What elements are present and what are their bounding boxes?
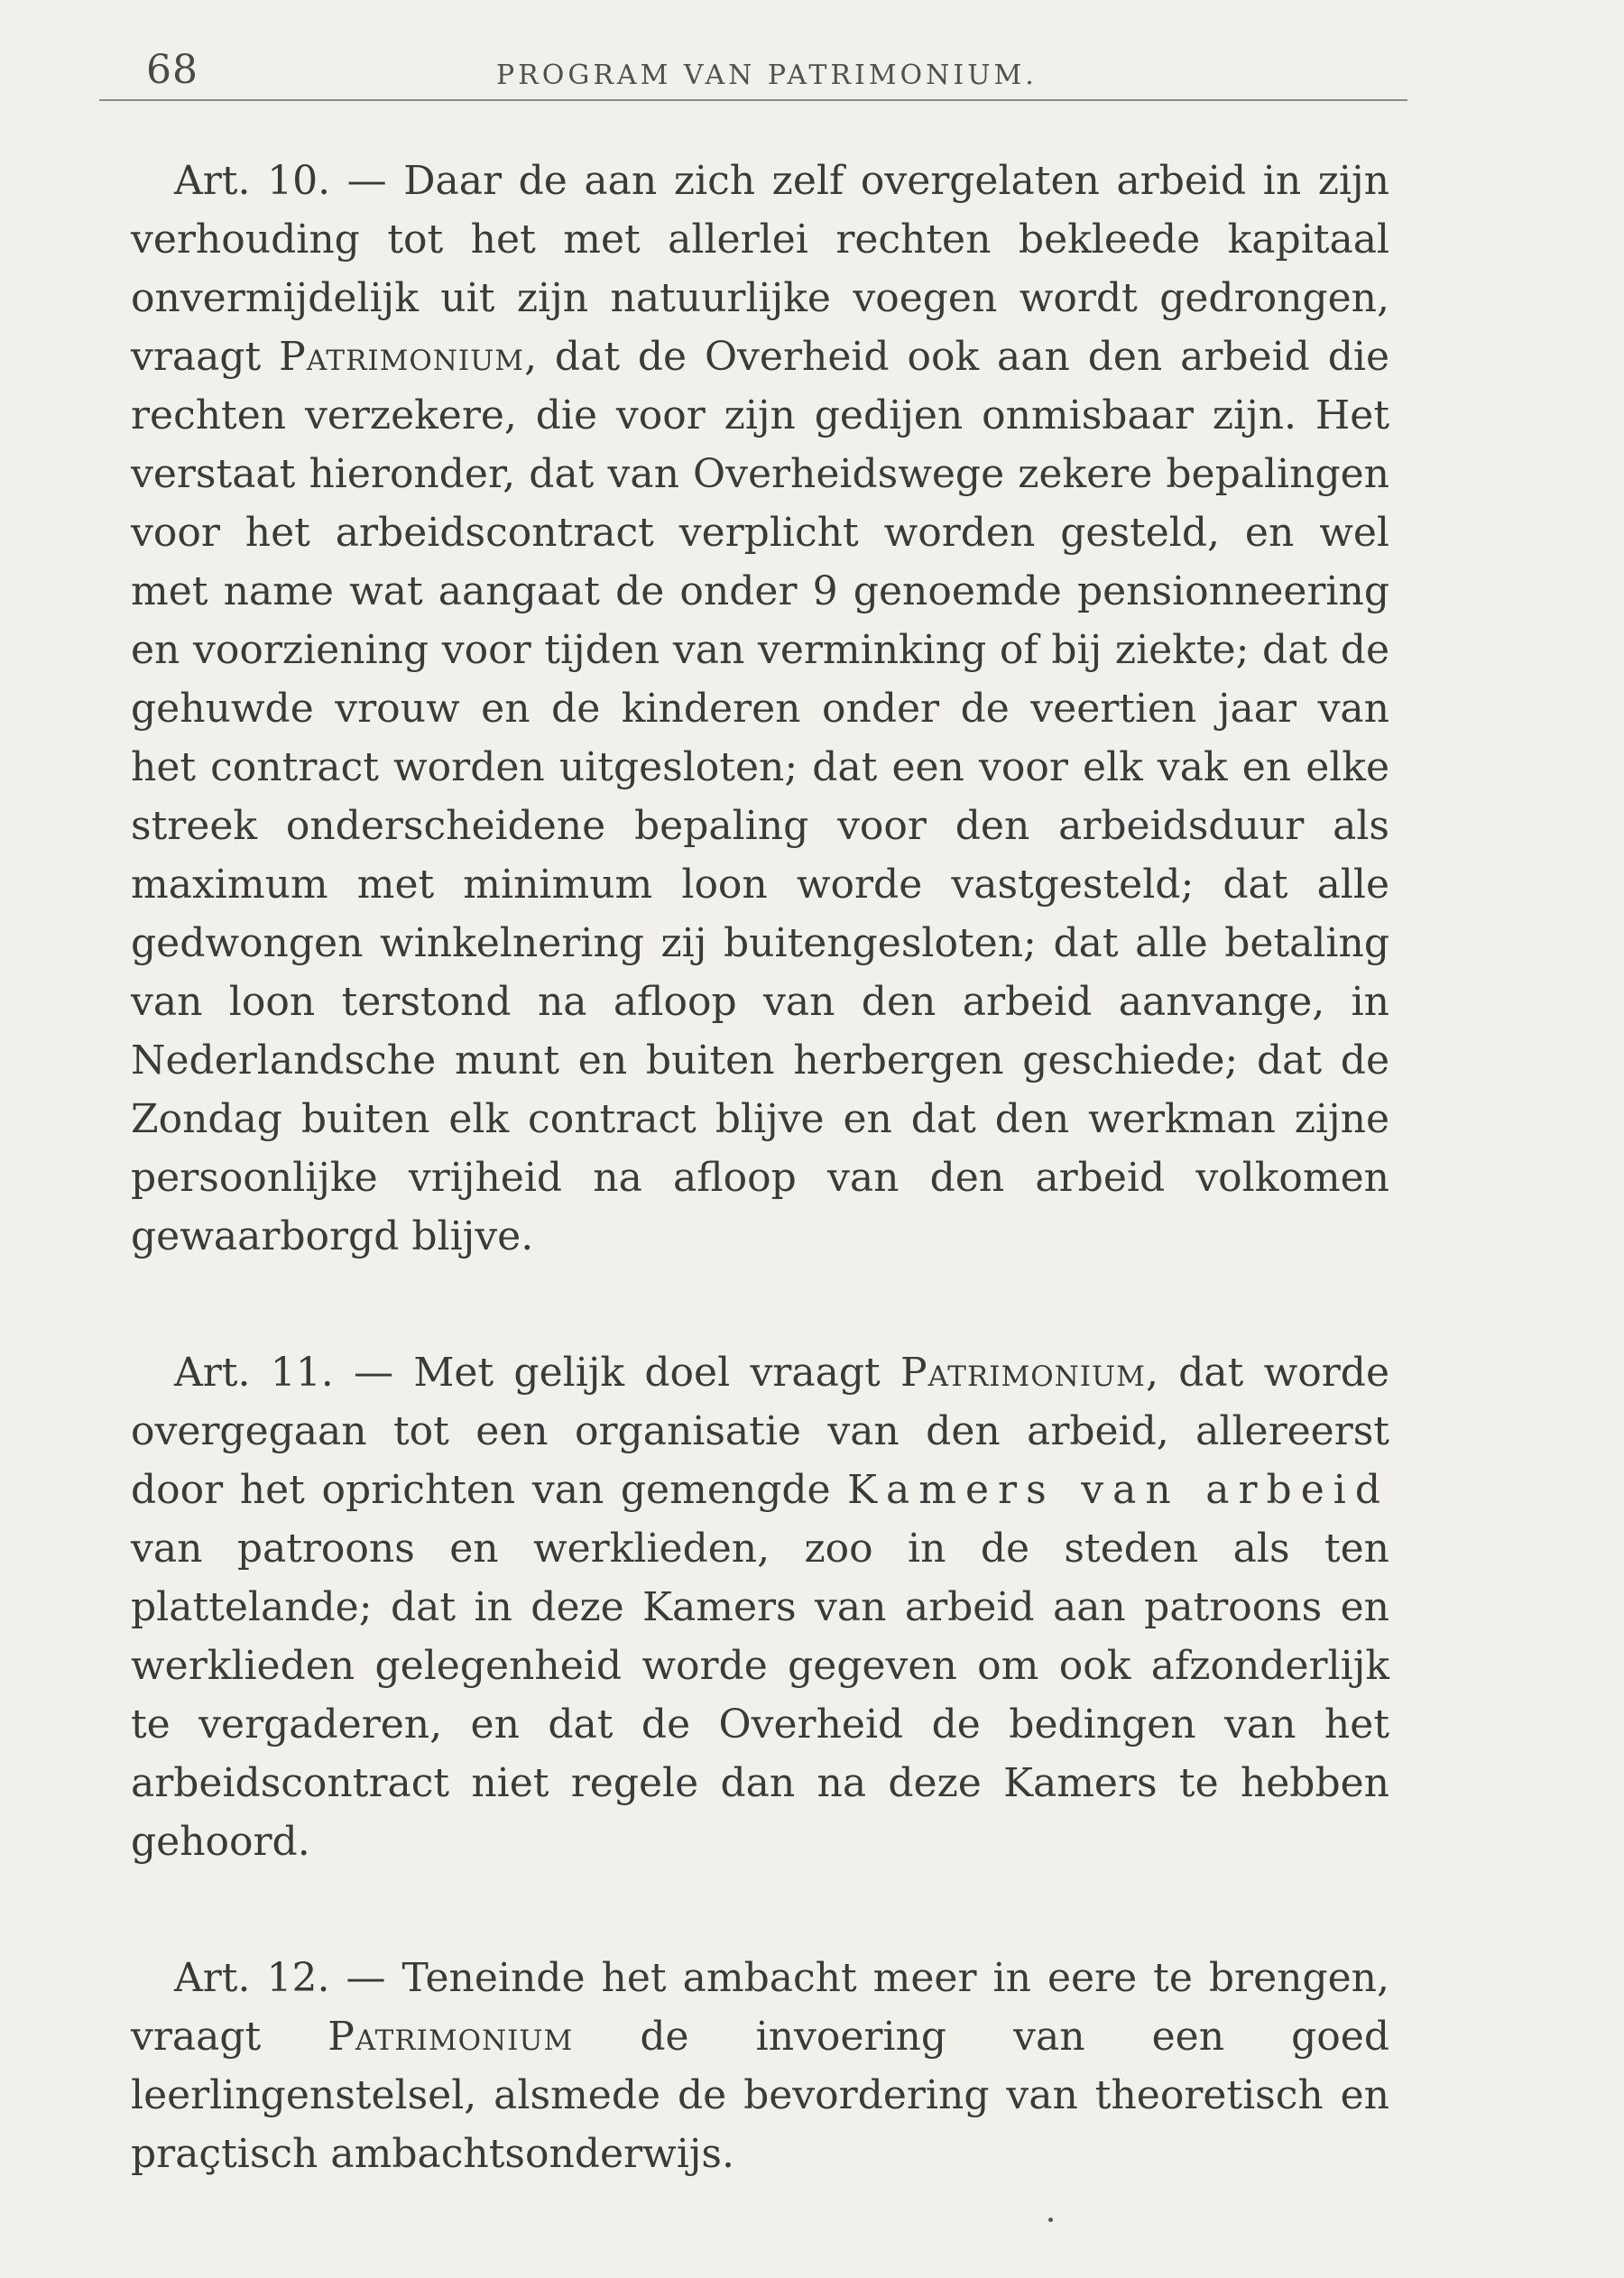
article-11-patrimonium: Patrimonium [900,1350,1146,1396]
article-10 [131,152,1389,1266]
article-10-text: , dat de Overheid ook aan den arbeid die rechten verzekere, die voor zijn gedijen onmisbaar zijn. Het verstaat hieronder, dat van Overheidswege zekere bepalingen voor het arbeidscontract verplicht worden gesteld, en wel met name wat aangaat de onder 9 genoemde pensionneering en voorziening voor tijden van verminking of bij ziekte; dat de gehuwde vrouw en de kinderen onder de veertien jaar van het contract worden uitgesloten; dat een voor elk vak en elke streek onderscheidene bepaling voor den arbeidsduur als maximum met minimum loon worde vastgesteld; dat alle gedwongen winkelnering zij buitengesloten; dat alle betaling van loon terstond na afloop van den arbeid aanvange, in Nederlandsche munt en buiten herbergen geschiede; dat de Zondag buiten elk contract blijve en dat den werkman zijne persoonlijke vrijheid na afloop van den arbeid volkomen gewaarborgd blijve. [131,334,1389,1259]
article-12 [131,1949,1389,2183]
page-number: 68 [146,47,198,93]
body-text [131,152,1389,2261]
article-11-text-b: van patroons en werklieden, zoo in de steden als ten plattelande; dat in deze Kamers van arbeid aan patroons en werklieden gelegenheid worde gegeven om ook afzonderlijk te vergaderen, en dat de Overheid de bedingen van het arbeidscontract niet regele dan na deze Kamers te hebben gehoord. [131,1526,1389,1865]
article-10-opening: Art. 10. — Daar de aan zich zelf overgelaten arbeid in zijn verhouding tot het met allerlei rechten bekleede kapitaal onvermijdelijk uit zijn natuurlijke voegen wordt gedrongen, vraagt [131,158,1389,380]
print-speck [1048,2218,1053,2222]
article-10-patrimonium: Patrimonium [279,334,525,380]
header-rule [99,99,1407,101]
article-11-text-a: , dat worde overgegaan tot een organisatie van den arbeid, allereerst door het oprichten van gemengde [131,1350,1389,1513]
article-11-opening: Art. 11. — Met gelijk doel vraagt [174,1350,900,1396]
article-11-kamers-van-arbeid: Kamers van arbeid [847,1467,1389,1513]
article-12-patrimonium: Patrimonium [328,2014,574,2060]
article-11 [131,1343,1389,1871]
page-header [126,47,1407,101]
article-12-opening: Art. 12. — Teneinde het ambacht meer in eere te brengen, vraagt [131,1955,1389,2060]
article-12-text: de invoering van een goed leerlingenstelsel, alsmede de bevordering van theoretisch en praçtisch ambachtsonderwijs. [131,2014,1389,2177]
running-title: PROGRAM VAN PATRIMONIUM. [496,60,1038,91]
